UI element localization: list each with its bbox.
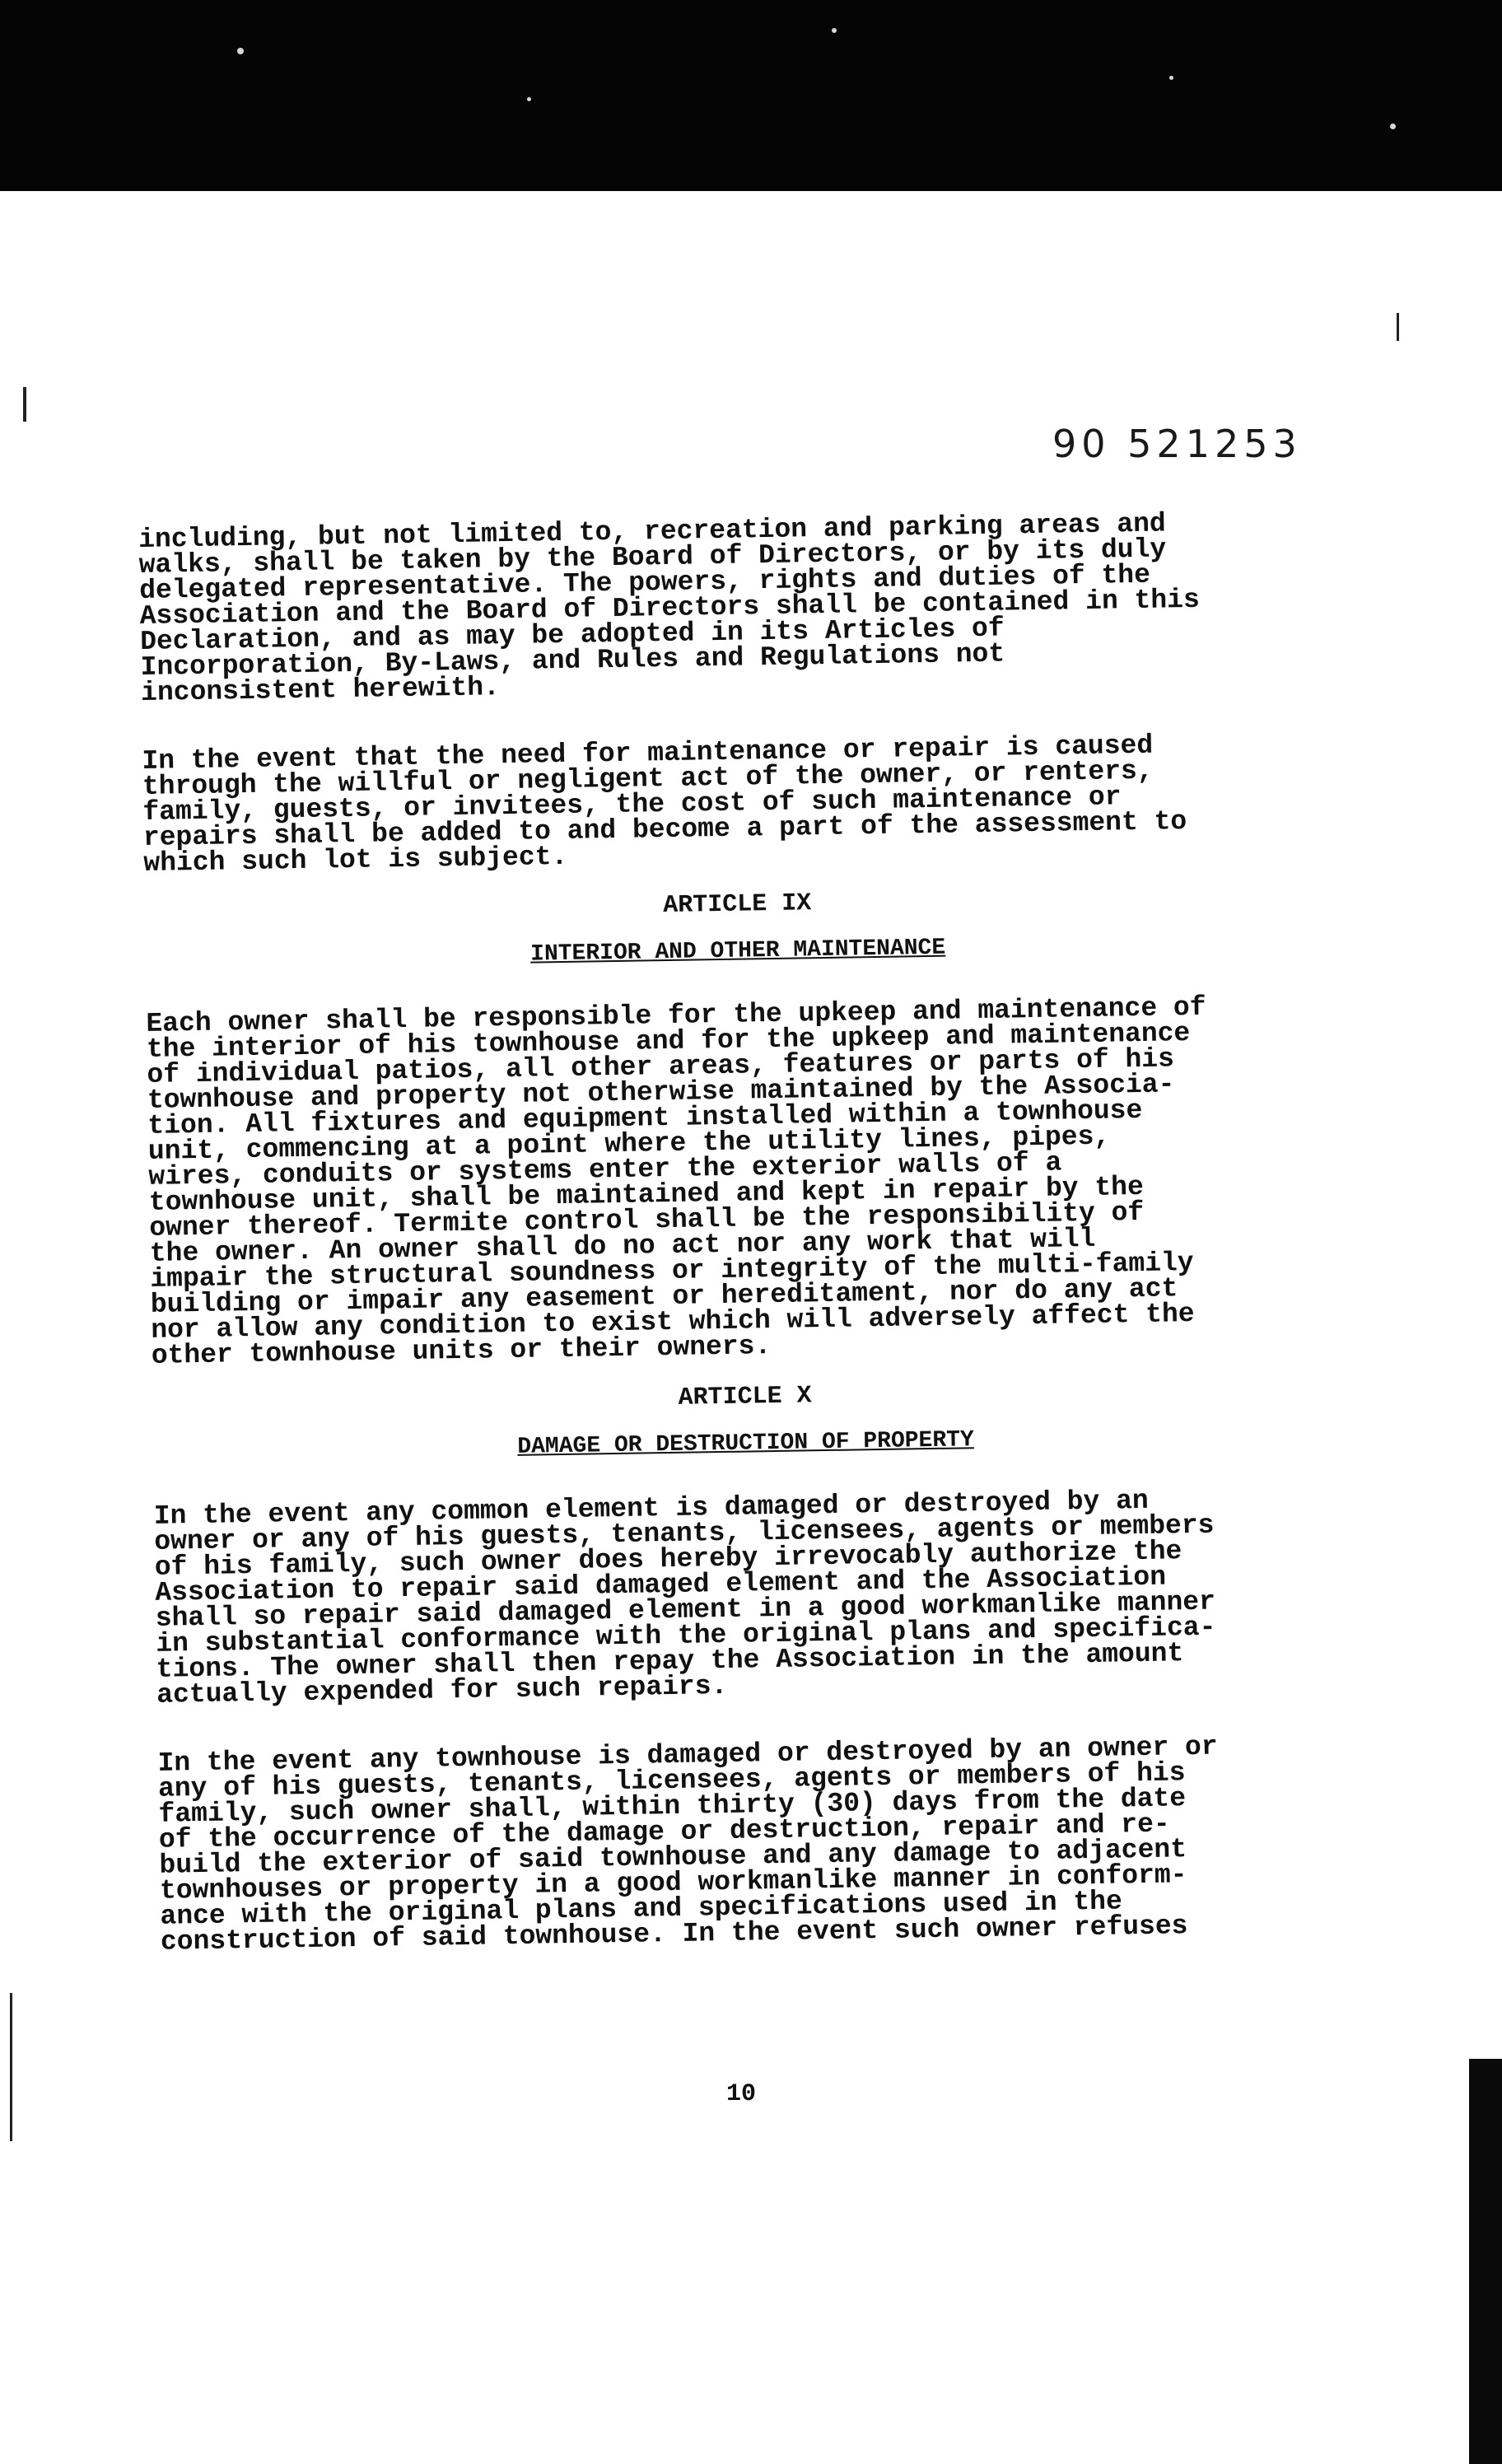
scan-speck: [832, 28, 837, 33]
paragraph-townhouse-damage: In the event any townhouse is damaged or destroyed by an owner or any of his guests, tenants, licensees, agents or members of his family, such owner shall, within thirty (30) days from the date of the occurrence of the damage or destruction, repair and re- build the exterior of said townhouse and any damage to adjacent townhouses or property in a good workmanlike manner in conform- ance with the original plans and specifications used in the construction of said townhouse. In the event such owner refuses: [157, 1731, 1218, 1958]
scan-speck: [1169, 76, 1173, 80]
scan-speck: [527, 97, 531, 101]
article-ix-title: INTERIOR AND OTHER MAINTENANCE: [529, 935, 946, 968]
paragraph-negligent-repair: In the event that the need for maintenance or repair is caused through the willful or negligent act of the owner, or renters, family, guests, or invitees, the cost of such maintenance or repairs shall be added to and become a part of the assessment to which such lot is subject.: [142, 730, 1187, 879]
paragraph-common-element-damage: In the event any common element is damaged or destroyed by an owner or any of his guests, tenants, licensees, agents or members of his family, such owner does hereby irrevocably authorize the Association to repair said damaged element and the Association shall so repair said damaged element in a good workmanlike manner in substantial conformance with the original plans and specifica- tions. The owner shall then repay the Association in the amount actually expended for such repairs.: [153, 1485, 1216, 1710]
scan-speck: [1390, 124, 1396, 129]
scan-edge-mark: [1397, 313, 1399, 341]
paragraph-owner-maintenance: Each owner shall be responsible for the upkeep and maintenance of the interior of his townhouse and for the upkeep and maintenance of individual patios, all other areas, features or parts of his townhouse and property not otherwise maintained by the Associa- tion. All fixtures and equipment installed within a townhouse unit, commencing at a point where the utility lines, pipes, wires, conduits or systems enter the exterior walls of a townhouse unit, shall be maintained and kept in repair by the owner thereof. Termite control shall be the responsibility of the owner. An owner shall do no act nor any work that will impair the structural soundness or integrity of the multi-family building or impair any easement or hereditament, nor do any act nor allow any condition to exist which will adversely affect the other townhouse units or their owners.: [146, 992, 1206, 1371]
article-ix-heading: ARTICLE IX: [663, 889, 812, 921]
article-x-title: DAMAGE OR DESTRUCTION OF PROPERTY: [517, 1427, 975, 1460]
scan-speck: [237, 48, 244, 54]
article-x-heading: ARTICLE X: [678, 1382, 812, 1412]
page-number: 10: [726, 2080, 757, 2108]
document-stamp-number: 90 521253: [1052, 422, 1302, 466]
scan-edge-mark: [10, 1993, 12, 2141]
scan-border-right: [1469, 2059, 1502, 2464]
scan-border-top: [0, 0, 1502, 191]
document-body: [138, 508, 1346, 1958]
paragraph-association-powers: including, but not limited to, recreation and parking areas and walks, shall be taken by the Board of Directors, or by its duly delegated representative. The powers, rights and duties of the Association and the Board of Directors shall be contained in this Declaration, and as may be adopted in its Articles of Incorporation, By-Laws, and Rules and Regulations not inconsistent herewith.: [138, 508, 1201, 708]
scan-edge-mark: [23, 387, 26, 422]
